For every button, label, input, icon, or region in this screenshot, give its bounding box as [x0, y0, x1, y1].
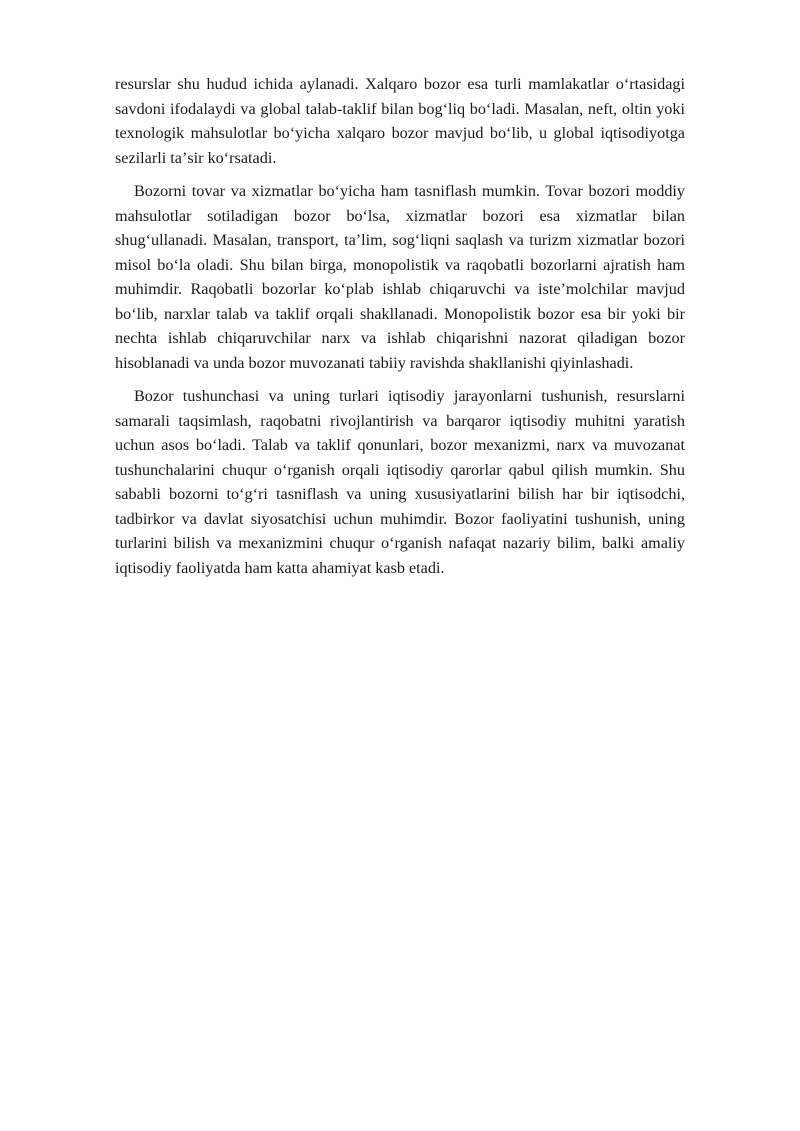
- paragraph-3: Bozor tushunchasi va uning turlari iqtisodiy jarayonlarni tushunish, resurslarni samarali taqsimlash, raqobatni rivojlantirish va barqaror iqtisodiy muhitni yaratish uchun asos boʻladi. Talab va taklif qonunlari, bozor mexanizmi, narx va muvozanat tushunchalarini chuqur oʻrganish orqali iqtisodiy qarorlar qabul qilish mumkin. Shu sababli bozorni toʻgʻri tasniflash va uning xususiyatlarini bilish har bir iqtisodchi, tadbirkor va davlat siyosatchisi uchun muhimdir. Bozor faoliyatini tushunish, uning turlarini bilish va mexanizmini chuqur oʻrganish nafaqat nazariy bilim, balki amaliy iqtisodiy faoliyatda ham katta ahamiyat kasb etadi.: [115, 387, 685, 577]
- paragraph-2: Bozorni tovar va xizmatlar boʻyicha ham tasniflash mumkin. Tovar bozori moddiy mahsulotlar sotiladigan bozor boʻlsa, xizmatlar bozori esa xizmatlar bilan shugʻullanadi. Masalan, transport, taʼlim, sogʻliqni saqlash va turizm xizmatlar bozori misol boʻla oladi. Shu bilan birga, monopolistik va raqobatli bozorlarni ajratish ham muhimdir. Raqobatli bozorlar koʻplab ishlab chiqaruvchi va isteʼmolchilar mavjud boʻlib, narxlar talab va taklif orqali shakllanadi. Monopolistik bozor esa bir yoki bir nechta ishlab chiqaruvchilar narx va ishlab chiqarishni nazorat qiladigan bozor hisoblanadi va unda bozor muvozanati tabiiy ravishda shakllanishi qiyinlashadi.: [115, 182, 685, 372]
- paragraph-1: resurslar shu hudud ichida aylanadi. Xalqaro bozor esa turli mamlakatlar oʻrtasidagi savdoni ifodalaydi va global talab-taklif bilan bogʻliq boʻladi. Masalan, neft, oltin yoki texnologik mahsulotlar boʻyicha xalqaro bozor mavjud boʻlib, u global iqtisodiyotga sezilarli taʼsir koʻrsatadi.: [115, 75, 685, 167]
- document-body: [115, 72, 685, 589]
